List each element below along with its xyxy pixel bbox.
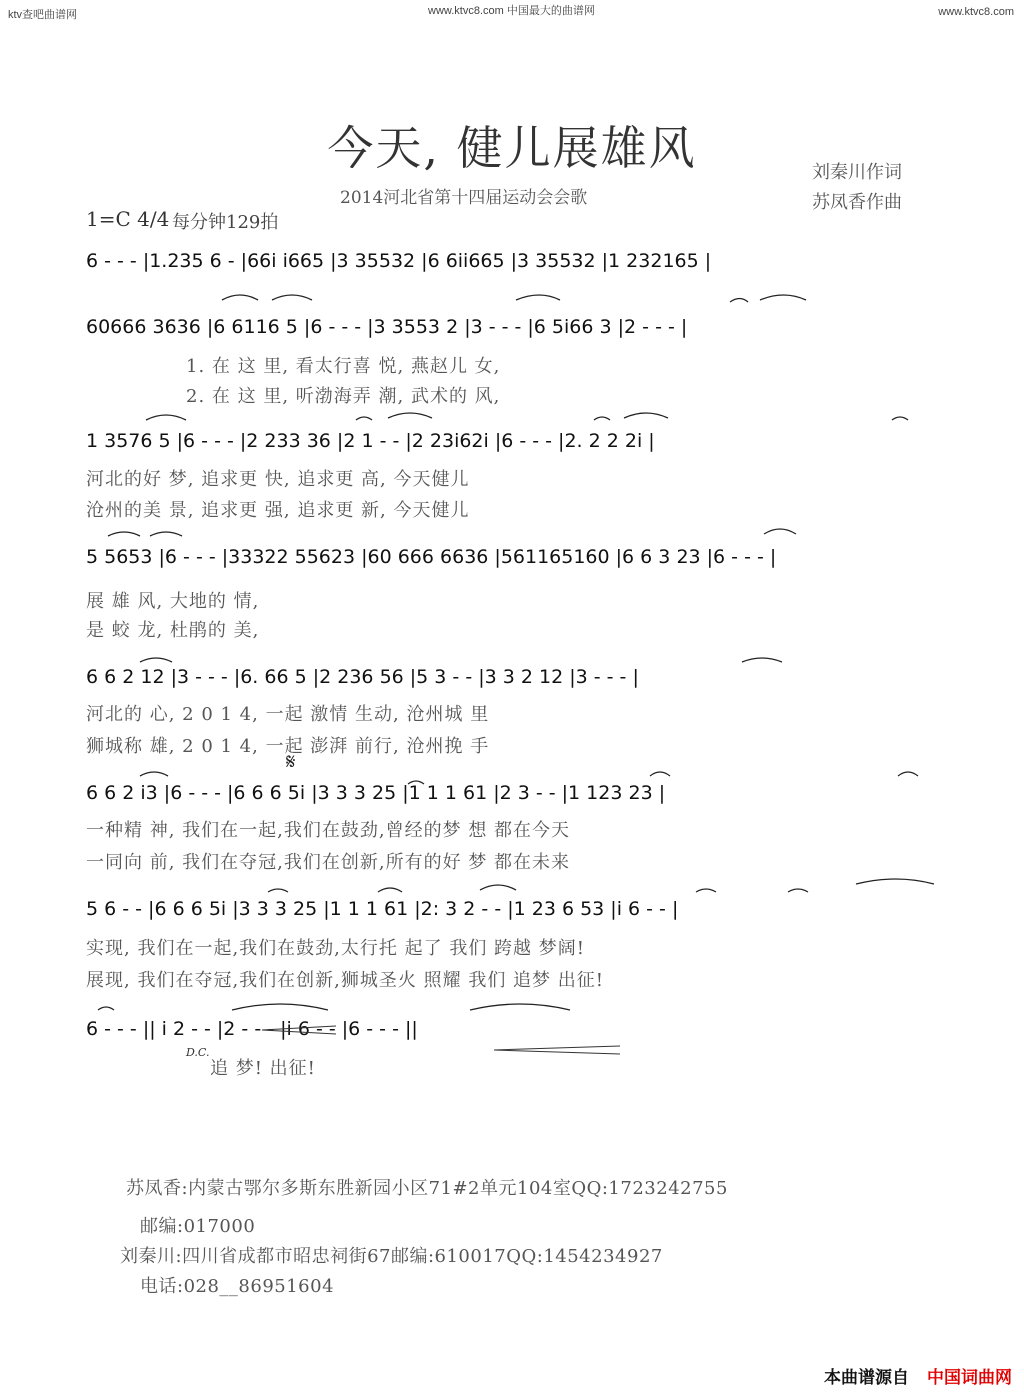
slur-mark bbox=[98, 1007, 114, 1010]
watermark-top-left: ktv查吧曲谱网 bbox=[8, 9, 78, 21]
slur-mark bbox=[378, 888, 402, 892]
slur-mark bbox=[516, 295, 560, 300]
score-system-7-notes: 5 6 - - |6 6 6 5i |3 3 3 25 |1 1 1 61 |2: 3 2 - - |1 23 6 53 |i 6 - - | bbox=[86, 898, 679, 920]
slur-mark bbox=[232, 1004, 328, 1010]
footer-site-link[interactable]: 中国词曲网 bbox=[927, 1368, 1012, 1387]
lyricist-credit: 刘秦川作词 bbox=[812, 162, 902, 183]
song-subtitle: 2014河北省第十四届运动会会歌 bbox=[340, 188, 588, 208]
score-system-7-lyric-verse-2: 展现, 我们在夺冠,我们在创新,狮城圣火 照耀 我们 追梦 出征! bbox=[86, 970, 605, 991]
slur-mark bbox=[268, 889, 288, 892]
score-system-5-lyric-verse-1: 河北的 心, 2 0 1 4, 一起 激情 生动, 沧州城 里 bbox=[86, 704, 490, 725]
score-system-4-lyric-verse-2: 是 蛟 龙, 杜鹃的 美, bbox=[86, 620, 260, 641]
slur-mark bbox=[388, 413, 432, 418]
contact-composer-postcode: 邮编:017000 bbox=[140, 1216, 256, 1237]
slur-mark bbox=[480, 885, 516, 890]
segno-symbol: 𝄋 bbox=[286, 750, 296, 775]
score-system-3-lyric-verse-2: 沧州的美 景, 追求更 强, 追求更 新, 今天健儿 bbox=[86, 500, 470, 521]
score-system-5-lyric-verse-2: 狮城称 雄, 2 0 1 4, 一起 澎湃 前行, 沧州挽 手 bbox=[86, 736, 490, 757]
slur-mark bbox=[272, 295, 312, 300]
slur-mark bbox=[108, 532, 140, 536]
contact-lyricist: 刘秦川:四川省成都市昭忠祠街67邮编:610017QQ:1454234927 bbox=[120, 1246, 663, 1267]
score-system-3-notes: 1 3576 5 |6 - - - |2 233 36 |2 1 - - |2 23i62i |6 - - - |2. 2 2 2i | bbox=[86, 430, 655, 452]
slur-mark bbox=[742, 658, 782, 662]
slur-mark bbox=[140, 772, 168, 776]
page-title: 今天, 健儿展雄风 bbox=[327, 121, 697, 175]
slur-mark bbox=[760, 295, 806, 300]
key-signature: 1=C 4/4 bbox=[86, 207, 170, 231]
slur-mark bbox=[650, 772, 670, 776]
slur-mark bbox=[892, 417, 908, 420]
score-system-3-lyric-verse-1: 河北的好 梦, 追求更 快, 追求更 高, 今天健儿 bbox=[86, 469, 470, 490]
slur-mark bbox=[408, 781, 424, 784]
score-system-2-lyric-verse-1: 1. 在 这 里, 看太行喜 悦, 燕赵儿 女, bbox=[186, 356, 501, 377]
watermark-top-center: www.ktvc8.com 中国最大的曲谱网 bbox=[428, 5, 595, 17]
score-system-4-notes: 5 5653 |6 - - - |33322 55623 |60 666 6636 |561165160 |6 6 3 23 |6 - - - | bbox=[86, 546, 777, 568]
slur-mark bbox=[696, 889, 716, 892]
score-system-6-notes: 6 6 2 i3 |6 - - - |6 6 6 5i |3 3 3 25 |1 1 1 61 |2 3 - - |1 123 23 | bbox=[86, 782, 666, 804]
contact-lyricist-phone: 电话:028__86951604 bbox=[140, 1276, 335, 1297]
slur-mark bbox=[356, 417, 372, 420]
score-system-5-notes: 6 6 2 12 |3 - - - |6. 66 5 |2 236 56 |5 3 - - |3 3 2 12 |3 - - - | bbox=[86, 666, 639, 688]
footer-source-text: 本曲谱源自 bbox=[824, 1368, 909, 1387]
slur-mark bbox=[470, 1004, 570, 1010]
tempo-marking: 每分钟129拍 bbox=[172, 212, 279, 233]
slur-mark bbox=[898, 772, 918, 776]
footer-source bbox=[824, 1363, 1012, 1388]
score-system-8-lyric: 追 梦! 出征! bbox=[210, 1058, 316, 1079]
score-system-2-notes: 60666 3636 |6 6116 5 |6 - - - |3 3553 2 |3 - - - |6 5i66 3 |2 - - - | bbox=[86, 316, 688, 338]
slur-mark bbox=[764, 529, 796, 534]
score-system-6-lyric-verse-1: 一种精 神, 我们在一起,我们在鼓劲,曾经的梦 想 都在今天 bbox=[86, 820, 571, 841]
composer-credit: 苏凤香作曲 bbox=[812, 192, 902, 213]
score-system-2-lyric-verse-2: 2. 在 这 里, 听渤海弄 潮, 武术的 风, bbox=[186, 386, 501, 407]
slur-mark bbox=[146, 415, 186, 420]
contact-composer: 苏凤香:内蒙古鄂尔多斯东胜新园小区71#2单元104室QQ:1723242755 bbox=[126, 1178, 728, 1199]
watermark-top-right: www.ktvc8.com bbox=[938, 6, 1014, 18]
slur-mark bbox=[222, 295, 258, 300]
score-system-8-notes: 6 - - - || i 2 - - |2 - - - |i 6 - - |6 - - - || bbox=[86, 1018, 418, 1040]
crescendo-wedge bbox=[494, 1046, 620, 1054]
score-system-1-notes: 6 - - - |1.235 6 - |66i i665 |3 35532 |6 6ii665 |3 35532 |1 232165 | bbox=[86, 250, 712, 272]
da-capo-marking: D.C. bbox=[186, 1046, 210, 1059]
crescendo-wedge bbox=[262, 1026, 336, 1034]
score-system-7-lyric-verse-1: 实现, 我们在一起,我们在鼓劲,太行托 起了 我们 跨越 梦阔! bbox=[86, 938, 586, 959]
score-system-4-lyric-verse-1: 展 雄 风, 大地的 情, bbox=[86, 591, 260, 612]
slur-mark bbox=[594, 417, 610, 420]
slur-mark bbox=[150, 532, 182, 536]
slur-mark bbox=[140, 658, 172, 662]
slur-mark bbox=[730, 299, 748, 303]
slur-mark bbox=[856, 879, 934, 884]
slur-mark bbox=[624, 413, 668, 418]
score-system-6-lyric-verse-2: 一同向 前, 我们在夺冠,我们在创新,所有的好 梦 都在未来 bbox=[86, 852, 571, 873]
slur-mark bbox=[788, 889, 808, 892]
